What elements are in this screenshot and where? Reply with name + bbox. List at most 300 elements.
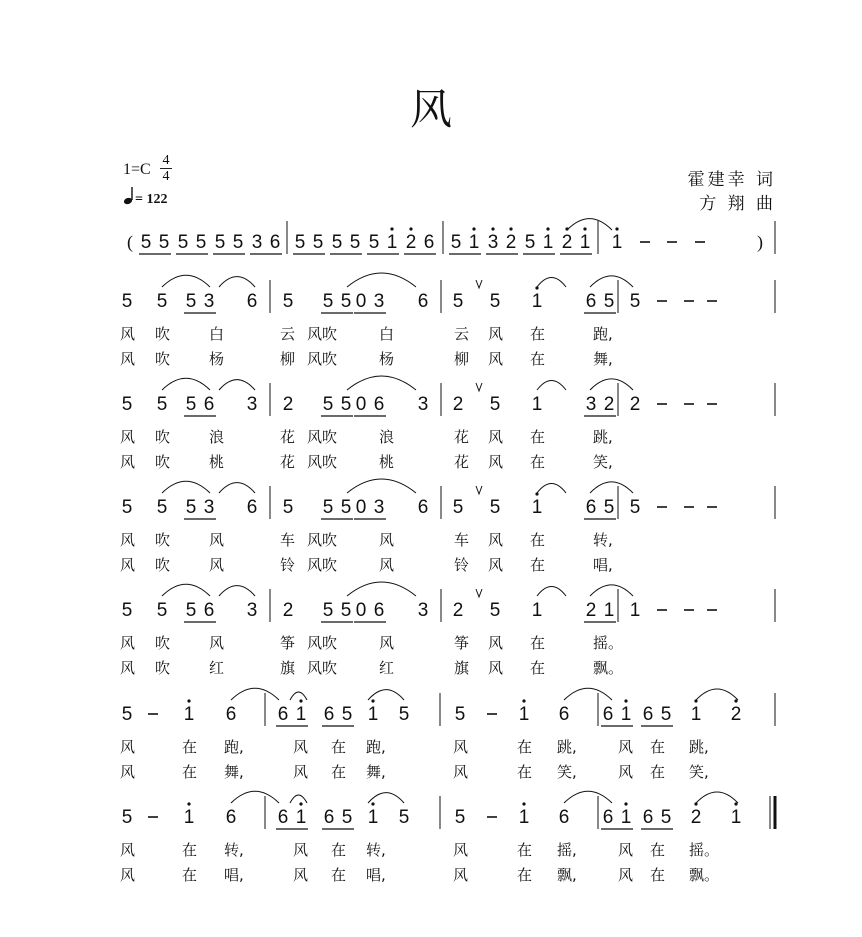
note: 1 — [629, 600, 641, 621]
lyric: 红 — [379, 659, 395, 677]
slur-arc — [696, 689, 738, 700]
octave-dot — [734, 699, 737, 702]
note: 6 — [602, 807, 614, 828]
note: 6 — [417, 497, 429, 518]
lyric: 唱, — [366, 866, 386, 884]
note: 3 — [487, 232, 499, 253]
lyric: 在 — [517, 841, 533, 859]
note: 5 — [294, 232, 306, 253]
breath-mark — [476, 383, 482, 391]
note: 2 — [452, 600, 464, 621]
note: 1 — [531, 497, 543, 518]
note: 5 — [340, 394, 352, 415]
note: 5 — [121, 704, 133, 725]
lyric: 舞, — [224, 763, 244, 781]
lyric: 筝 — [280, 634, 296, 652]
lyric: 柳 — [454, 350, 470, 368]
note: 2 — [282, 600, 294, 621]
note: 5 — [489, 394, 501, 415]
note: 6 — [602, 704, 614, 725]
octave-dot — [299, 802, 302, 805]
note: 5 — [322, 497, 334, 518]
note: 1 — [183, 704, 195, 725]
lyric: 在 — [530, 428, 546, 446]
lyric: 白 — [209, 325, 225, 343]
note: 5 — [177, 232, 189, 253]
lyric: 转, — [224, 841, 244, 859]
note: 5 — [340, 291, 352, 312]
note: 5 — [156, 600, 168, 621]
note: 0 — [355, 600, 367, 621]
breath-mark — [476, 486, 482, 494]
lyric: 跳, — [557, 738, 577, 756]
lyric: 风 — [120, 325, 136, 343]
lyric: 在 — [331, 763, 347, 781]
song-title: 风 — [409, 85, 452, 134]
note: 5 — [312, 232, 324, 253]
note: 5 — [454, 704, 466, 725]
note: 5 — [156, 291, 168, 312]
lyric: 在 — [182, 763, 198, 781]
note: 1 — [611, 232, 623, 253]
lyric: 风 — [379, 531, 395, 549]
lyric: 风吹 — [306, 531, 338, 549]
lyric: 云 — [454, 325, 470, 343]
lyric: 风 — [209, 634, 225, 652]
lyric: 笑, — [593, 453, 613, 471]
octave-dot — [522, 802, 525, 805]
octave-dot — [187, 699, 190, 702]
note: 1 — [542, 232, 554, 253]
lyric: 在 — [331, 866, 347, 884]
lyric: 花 — [454, 453, 470, 471]
lyric: 杨 — [379, 350, 395, 368]
note: 2 — [603, 394, 615, 415]
note: 2 — [561, 232, 573, 253]
lyric: 在 — [517, 866, 533, 884]
slur-arc — [564, 688, 612, 700]
lyric: 风 — [488, 325, 504, 343]
time-signature-top: 4 — [162, 153, 170, 168]
lyric: 风 — [120, 738, 136, 756]
lyric: 在 — [517, 763, 533, 781]
lyric: 风吹 — [306, 350, 338, 368]
lyric: 在 — [530, 325, 546, 343]
lyric: 笑, — [557, 763, 577, 781]
lyric: 风 — [488, 659, 504, 677]
note: 3 — [203, 497, 215, 518]
lyric: 车 — [280, 531, 296, 549]
octave-dot — [409, 227, 412, 230]
lyric: 旗 — [280, 659, 296, 677]
lyric: 风 — [293, 841, 309, 859]
note: 5 — [603, 291, 615, 312]
lyric: 桃 — [209, 453, 225, 471]
lyric: 唱, — [593, 556, 613, 574]
slur-arc — [590, 585, 633, 596]
note: 6 — [585, 291, 597, 312]
note: 6 — [277, 807, 289, 828]
lyric: 白 — [379, 325, 395, 343]
note: 5 — [322, 291, 334, 312]
note: 2 — [629, 394, 641, 415]
lyric: 吹 — [155, 531, 171, 549]
lyric: 旗 — [454, 659, 470, 677]
lyric: 在 — [530, 350, 546, 368]
lyric: 在 — [530, 531, 546, 549]
lyric: 风吹 — [306, 428, 338, 446]
note: 6 — [246, 291, 258, 312]
note: 3 — [246, 600, 258, 621]
lyric: 红 — [209, 659, 225, 677]
lyric: 在 — [182, 866, 198, 884]
slur-arc — [347, 479, 416, 493]
lyric: 风吹 — [306, 556, 338, 574]
slur-arc — [537, 278, 566, 287]
note: 5 — [185, 394, 197, 415]
note: 2 — [452, 394, 464, 415]
lyric: 风 — [120, 531, 136, 549]
lyric: 车 — [454, 531, 470, 549]
lyric: 浪 — [209, 428, 225, 446]
note: 5 — [158, 232, 170, 253]
lyric: 风 — [453, 763, 469, 781]
note: 3 — [373, 291, 385, 312]
note: 6 — [323, 807, 335, 828]
lyric: 风 — [618, 763, 634, 781]
lyric: 花 — [280, 428, 296, 446]
slur-arc — [347, 376, 416, 390]
lyric: 在 — [650, 738, 666, 756]
lyric: 花 — [454, 428, 470, 446]
note: 6 — [642, 807, 654, 828]
lyricist-credit: 霍建幸 词 — [687, 170, 776, 190]
lyric: 跑, — [224, 738, 244, 756]
note: 5 — [185, 291, 197, 312]
note: 5 — [341, 704, 353, 725]
note: 1 — [295, 807, 307, 828]
slur-arc — [368, 690, 404, 700]
note: 5 — [340, 600, 352, 621]
lyric: 风吹 — [306, 634, 338, 652]
time-signature-bottom: 4 — [160, 168, 172, 184]
note: 5 — [660, 807, 672, 828]
note: 5 — [185, 600, 197, 621]
lyric: 铃 — [280, 556, 296, 574]
lyric: 风 — [120, 350, 136, 368]
lyric: 铃 — [454, 556, 470, 574]
lyric: 吹 — [155, 325, 171, 343]
note: 5 — [452, 291, 464, 312]
slur-arc — [162, 584, 210, 596]
note: 6 — [203, 600, 215, 621]
lyric: 风 — [120, 556, 136, 574]
note: 3 — [373, 497, 385, 518]
note: 1 — [531, 394, 543, 415]
lyric: 跑, — [366, 738, 386, 756]
note: 2 — [282, 394, 294, 415]
note: 0 — [355, 497, 367, 518]
note: 6 — [269, 232, 281, 253]
tempo-value: = 122 — [135, 192, 168, 207]
breath-mark — [476, 280, 482, 288]
note: 5 — [185, 497, 197, 518]
note: 5 — [454, 807, 466, 828]
note: 1 — [295, 704, 307, 725]
lyric: 舞, — [593, 350, 613, 368]
slur-arc — [537, 587, 566, 596]
lyric: 桃 — [379, 453, 395, 471]
note: 1 — [183, 807, 195, 828]
note: 6 — [225, 807, 237, 828]
note: 5 — [489, 600, 501, 621]
slur-arc — [290, 692, 307, 700]
note: 5 — [140, 232, 152, 253]
lyric: 风 — [209, 556, 225, 574]
lyric: 风 — [120, 453, 136, 471]
lyric: 吹 — [155, 556, 171, 574]
octave-dot — [491, 227, 494, 230]
note: 6 — [246, 497, 258, 518]
octave-dot — [299, 699, 302, 702]
note: 6 — [558, 704, 570, 725]
note: 5 — [452, 497, 464, 518]
octave-dot — [371, 802, 374, 805]
note: 5 — [232, 232, 244, 253]
note: 6 — [558, 807, 570, 828]
lyric: 风 — [488, 350, 504, 368]
note: 5 — [450, 232, 462, 253]
lyric: 云 — [280, 325, 296, 343]
note: 5 — [282, 497, 294, 518]
lyric: 柳 — [280, 350, 296, 368]
octave-dot — [583, 227, 586, 230]
lyric: 跳, — [593, 428, 613, 446]
note: 5 — [489, 291, 501, 312]
note: 6 — [585, 497, 597, 518]
lyric: 风 — [293, 763, 309, 781]
lyric: 在 — [517, 738, 533, 756]
octave-dot — [734, 802, 737, 805]
octave-dot — [546, 227, 549, 230]
note: 5 — [489, 497, 501, 518]
note: 5 — [629, 497, 641, 518]
note: 5 — [156, 497, 168, 518]
octave-dot — [187, 802, 190, 805]
note: 5 — [331, 232, 343, 253]
slur-arc — [290, 795, 307, 803]
lyric: 在 — [530, 659, 546, 677]
note: 1 — [531, 291, 543, 312]
lyric: 风 — [453, 738, 469, 756]
lyric: 在 — [650, 841, 666, 859]
lyric: 风 — [453, 866, 469, 884]
slur-arc — [219, 586, 255, 596]
note: 2 — [405, 232, 417, 253]
lyric: 花 — [280, 453, 296, 471]
note: 5 — [603, 497, 615, 518]
note: 3 — [246, 394, 258, 415]
intro-close-paren: ) — [757, 232, 763, 252]
octave-dot — [624, 699, 627, 702]
lyric: 风吹 — [306, 453, 338, 471]
note: 6 — [225, 704, 237, 725]
note: 5 — [322, 394, 334, 415]
lyric: 风 — [618, 866, 634, 884]
lyric: 吹 — [155, 428, 171, 446]
octave-dot — [390, 227, 393, 230]
slur-arc — [567, 219, 612, 230]
lyric: 唱, — [224, 866, 244, 884]
note: 1 — [579, 232, 591, 253]
lyric: 舞, — [366, 763, 386, 781]
lyric: 风 — [618, 738, 634, 756]
lyric: 在 — [530, 556, 546, 574]
lyric: 风 — [618, 841, 634, 859]
note: 3 — [417, 394, 429, 415]
lyric: 杨 — [209, 350, 225, 368]
note: 5 — [121, 807, 133, 828]
slur-arc — [347, 582, 416, 596]
note: 1 — [690, 704, 702, 725]
note: 6 — [277, 704, 289, 725]
note: 6 — [642, 704, 654, 725]
note: 3 — [251, 232, 263, 253]
note: 2 — [585, 600, 597, 621]
note: 2 — [730, 704, 742, 725]
lyric: 在 — [182, 841, 198, 859]
note: 6 — [203, 394, 215, 415]
lyric: 吹 — [155, 659, 171, 677]
note: 6 — [373, 600, 385, 621]
note: 5 — [156, 394, 168, 415]
note: 3 — [417, 600, 429, 621]
intro-open-paren: ( — [127, 232, 133, 252]
lyric: 风 — [488, 531, 504, 549]
lyric: 跳, — [689, 738, 709, 756]
note: 3 — [203, 291, 215, 312]
lyric: 摇。 — [689, 841, 720, 859]
octave-dot — [522, 699, 525, 702]
note: 5 — [340, 497, 352, 518]
lyric: 风 — [488, 556, 504, 574]
lyric: 风 — [293, 738, 309, 756]
lyric: 风 — [120, 866, 136, 884]
key-signature: 1=C — [123, 161, 151, 178]
lyric: 在 — [331, 738, 347, 756]
slur-arc — [162, 275, 210, 287]
note: 6 — [417, 291, 429, 312]
lyric: 笑, — [689, 763, 709, 781]
note: 6 — [423, 232, 435, 253]
lyric: 风 — [209, 531, 225, 549]
note: 1 — [518, 704, 530, 725]
note: 5 — [282, 291, 294, 312]
lyric: 在 — [650, 763, 666, 781]
note: 5 — [121, 394, 133, 415]
lyric: 在 — [650, 866, 666, 884]
lyric: 风 — [379, 556, 395, 574]
octave-dot — [509, 227, 512, 230]
lyric: 风 — [293, 866, 309, 884]
note: 1 — [367, 807, 379, 828]
lyric: 在 — [530, 453, 546, 471]
lyric: 飘。 — [689, 866, 720, 884]
note: 6 — [323, 704, 335, 725]
note: 5 — [524, 232, 536, 253]
lyric: 风 — [120, 634, 136, 652]
lyric: 吹 — [155, 634, 171, 652]
lyric: 风 — [379, 634, 395, 652]
slur-arc — [219, 483, 255, 493]
slur-arc — [219, 380, 255, 390]
octave-dot — [472, 227, 475, 230]
lyric: 飘, — [557, 866, 577, 884]
note: 5 — [341, 807, 353, 828]
note: 2 — [505, 232, 517, 253]
lyric: 转, — [593, 531, 613, 549]
slur-arc — [537, 381, 566, 390]
breath-mark — [476, 589, 482, 597]
note: 5 — [398, 704, 410, 725]
lyric: 吹 — [155, 453, 171, 471]
slur-arc — [162, 481, 210, 493]
note: 1 — [531, 600, 543, 621]
slur-arc — [368, 793, 404, 803]
note: 5 — [398, 807, 410, 828]
note: 5 — [629, 291, 641, 312]
slur-arc — [219, 277, 255, 287]
note: 1 — [620, 807, 632, 828]
slur-arc — [696, 792, 738, 803]
lyric: 风 — [120, 659, 136, 677]
slur-arc — [590, 276, 633, 287]
octave-dot — [371, 699, 374, 702]
lyric: 风 — [488, 428, 504, 446]
note: 5 — [322, 600, 334, 621]
slur-arc — [162, 378, 210, 390]
note: 5 — [195, 232, 207, 253]
lyric: 飘。 — [593, 659, 624, 677]
note: 1 — [468, 232, 480, 253]
note: 1 — [367, 704, 379, 725]
note: 1 — [603, 600, 615, 621]
note: 5 — [349, 232, 361, 253]
slur-arc — [537, 484, 566, 493]
lyric: 风 — [453, 841, 469, 859]
lyric: 风 — [488, 634, 504, 652]
lyric: 在 — [182, 738, 198, 756]
note: 0 — [355, 291, 367, 312]
note: 1 — [730, 807, 742, 828]
lyric: 筝 — [454, 634, 470, 652]
note: 6 — [373, 394, 385, 415]
note: 5 — [214, 232, 226, 253]
lyric: 风吹 — [306, 659, 338, 677]
octave-dot — [615, 227, 618, 230]
lyric: 风 — [120, 428, 136, 446]
octave-dot — [624, 802, 627, 805]
note: 3 — [585, 394, 597, 415]
lyric: 风 — [488, 453, 504, 471]
note: 5 — [368, 232, 380, 253]
composer-credit: 方 翔 曲 — [699, 194, 776, 214]
lyric: 在 — [331, 841, 347, 859]
slur-arc — [347, 273, 416, 287]
lyric: 摇, — [557, 841, 577, 859]
lyric: 风吹 — [306, 325, 338, 343]
lyric: 在 — [530, 634, 546, 652]
